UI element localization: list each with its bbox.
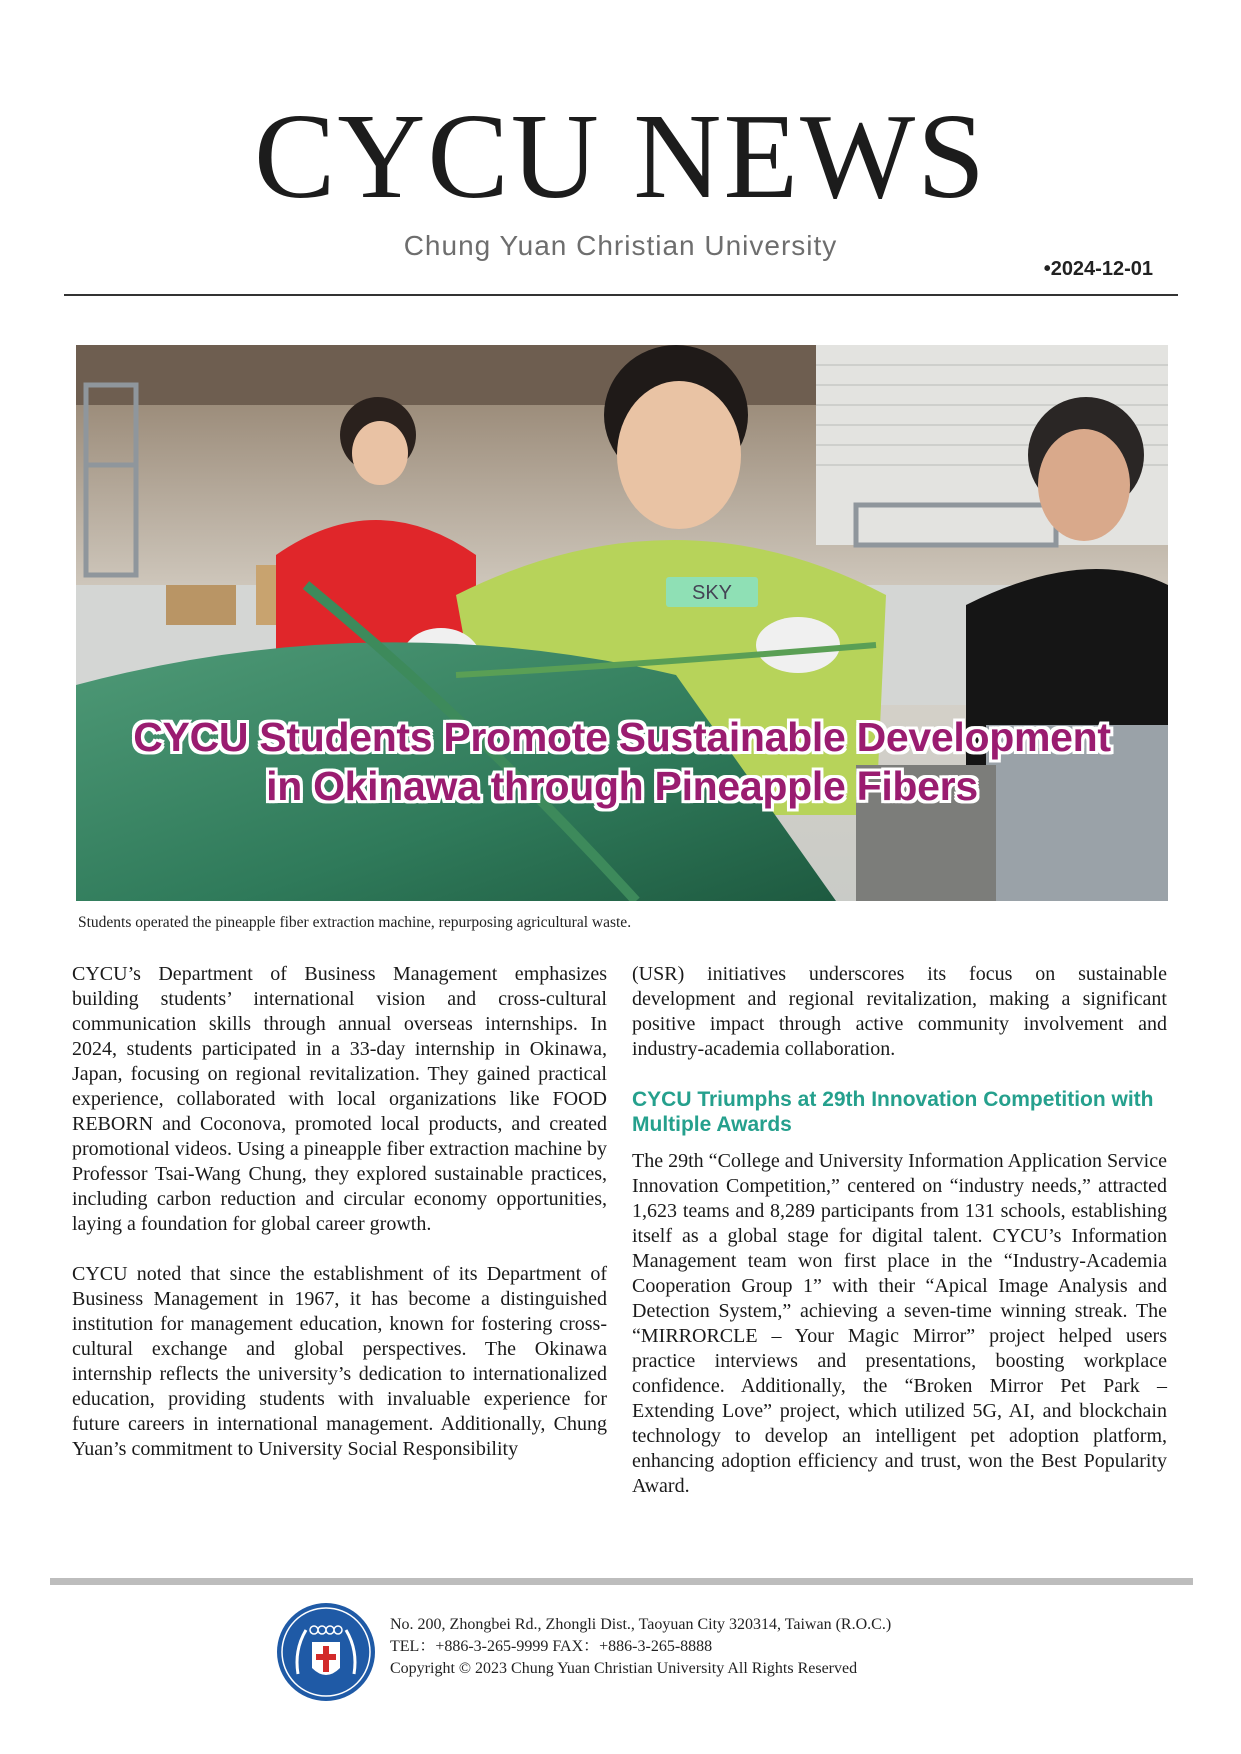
article-paragraph: The 29th “College and University Information Application Service Innovation Competition,” centered on “industry needs,” attracted 1,623 teams and 8,289 participants from 131 schools, establishing itself as a global stage for digital talent. CYCU’s Information Management team won first place in the “Industry-Academia Cooperation Group 1” with their “Apical Image Analysis and Detection System,” achieving a seven-time winning streak. The “MIRRORCLE – Your Magic Mirror” project helped users practice interviews and presentations, boosting workplace confidence. Additionally, the “Broken Mirror Pet Park – Extending Love” project, which utilized 5G, AI, and blockchain technology to develop an intelligent pet adoption platform, enhancing adoption efficiency and trust, won the Best Popularity Award.: [632, 1150, 1167, 1497]
hero-photo: [76, 345, 1168, 901]
footer-divider: [50, 1578, 1193, 1585]
headline-line-2: in Okinawa through Pineapple Fibers: [266, 763, 978, 809]
footer-address: No. 200, Zhongbei Rd., Zhongli Dist., Taoyuan City 320314, Taiwan (R.O.C.): [390, 1616, 892, 1633]
footer-phone-fax: TEL：+886-3-265-9999 FAX：+886-3-265-8888: [390, 1638, 713, 1655]
footer-copyright: Copyright © 2023 Chung Yuan Christian University All Rights Reserved: [390, 1660, 858, 1677]
footer-contact: [390, 1614, 891, 1680]
masthead-title: CYCU NEWS: [253, 89, 988, 224]
name-badge-text: SKY: [691, 582, 733, 604]
headline-line-1: CYCU Students Promote Sustainable Development: [133, 714, 1111, 760]
article-right-column: [632, 962, 1167, 1524]
header-divider: [64, 294, 1178, 296]
article-left-column: [72, 962, 607, 1487]
article-paragraph: CYCU noted that since the establishment of its Department of Business Management in 1967, it has become a distinguished institution for management education, known for fostering cross-cultural exchange and global perspectives. The Okinawa internship reflects the university’s dedication to internationalized education, providing students with invaluable experience for future careers in international management. Additionally, Chung Yuan’s commitment to University Social Responsibility: [72, 1263, 607, 1460]
university-seal-icon: [276, 1602, 376, 1702]
section-subheading: CYCU Triumphs at 29th Innovation Competition with Multiple Awards: [632, 1088, 1154, 1136]
issue-date: •2024-12-01: [1043, 258, 1153, 280]
article-paragraph: CYCU’s Department of Business Management emphasizes building students’ international vision and cross-cultural communication skills through annual overseas internships. In 2024, students participated in a 33-day internship in Okinawa, Japan, focusing on regional revitalization. They gained practical experience, collaborated with local organizations like FOOD REBORN and Coconova, promoted local products, and created promotional videos. Using a pineapple fiber extraction machine by Professor Tsai-Wang Chung, they explored sustainable practices, including carbon reduction and circular economy opportunities, laying a foundation for global career growth.: [72, 963, 607, 1235]
article-paragraph: (USR) initiatives underscores its focus on sustainable development and regional revitalization, making a significant positive impact through active community involvement and industry-academia collaboration.: [632, 963, 1167, 1060]
hero-headline: [76, 713, 1168, 811]
photo-caption: Students operated the pineapple fiber extraction machine, repurposing agricultural waste.: [78, 914, 632, 931]
masthead-subtitle: Chung Yuan Christian University: [403, 230, 838, 261]
workshop-photo-illustration: [76, 345, 1168, 901]
